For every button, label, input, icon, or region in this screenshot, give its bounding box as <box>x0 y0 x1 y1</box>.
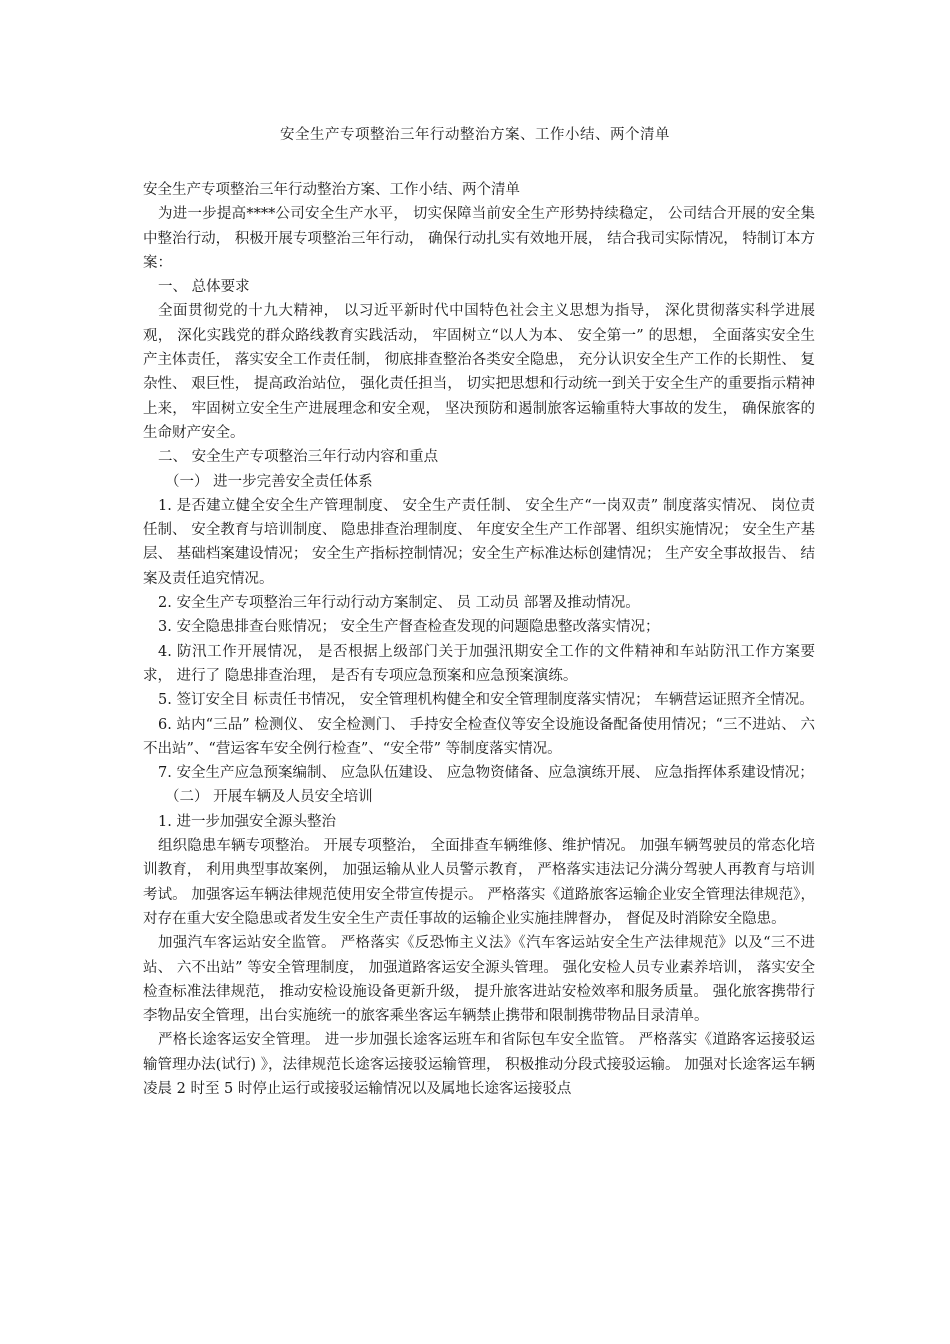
paragraph: （一） 进一步完善安全责任体系 <box>165 473 373 490</box>
paragraph: 7. 安全生产应急预案编制、 应急队伍建设、 应急物资储备、应急演练开展、 应急指挥体系建设情况； <box>158 765 814 782</box>
paragraph: 二、 安全生产专项整治三年行动内容和重点 <box>158 449 439 466</box>
paragraph: 2. 安全生产专项整治三年行动行动方案制定、 员 工动员 部署及推动情况。 <box>158 595 640 612</box>
paragraph: 1. 进一步加强安全源头整治 <box>158 813 336 830</box>
document-title: 安全生产专项整治三年行动整治方案、工作小结、两个清单 <box>280 127 670 143</box>
paragraph: 组织隐患车辆专项整治。 开展专项整治， 全面排查车辆维修、维护情况。 加强车辆驾驶员的常态化培训教育， 利用典型事故案例， 加强运输从业人员警示教育， 严格落实违法记分满分驾驶人再教育与培训考试。 加强客运车辆法律规范使用安全带宣传提示。 严格落实《道路旅客运输企业安全管理法律规范》， 对存在重大安全隐患或者发生安全生产责任事故的运输企业实施挂牌督办， 督促及时消除安全隐患。 <box>143 838 815 927</box>
paragraph: （二） 开展车辆及人员安全培训 <box>165 789 373 806</box>
paragraph: 严格长途客运安全管理。 进一步加强长途客运班车和省际包车安全监管。 严格落实《道路客运接驳运输管理办法(试行) 》，法律规范长途客运接驳运输管理， 积极推动分段式接驳运输。 加强对长途客运车辆凌晨 2 时至 5 时停止运行或接驳运输情况以及属地长途客运接驳点 <box>143 1032 815 1097</box>
paragraph: 安全生产专项整治三年行动整治方案、工作小结、两个清单 <box>143 182 520 198</box>
paragraph: 加强汽车客运站安全监管。 严格落实《反恐怖主义法》《汽车客运站安全生产法律规范》以及“三不进站、 六不出站” 等安全管理制度， 加强道路客运安全源头管理。 强化安检人员专业素养培训， 落实安全检查标准法律规范， 推动安检设施设备更新升级， 提升旅客进站安检效率和服务质量。 强化旅客携带行李物品安全管理，出台实施统一的旅客乘坐客运车辆禁止携带和限制携带物品目录清单。 <box>143 935 815 1025</box>
paragraph: 1. 是否建立健全安全生产管理制度、 安全生产责任制、 安全生产“一岗双责” 制度落实情况、 岗位责任制、 安全教育与培训制度、 隐患排查治理制度、 年度安全生产工作部署、组织实施情况； 安全生产基层、 基础档案建设情况； 安全生产指标控制情况；安全生产标准达标创建情况； 生产安全事故报告、 结案及责任追究情况。 <box>143 497 815 587</box>
paragraph: 一、 总体要求 <box>158 279 250 296</box>
paragraph: 全面贯彻党的十九大精神， 以习近平新时代中国特色社会主义思想为指导， 深化贯彻落实科学进展观， 深化实践党的群众路线教育实践活动， 牢固树立“以人为本、 安全第一” 的思想， 全面落实安全生产主体责任， 落实安全工作责任制， 彻底排查整治各类安全隐患， 充分认识安全生产工作的长期性、 复杂性、 艰巨性， 提高政治站位， 强化责任担当， 切实把思想和行动统一到关于安全生产的重要指示精神上来， 牢固树立安全生产进展理念和安全观， 坚决预防和遏制旅客运输重特大事故的发生， 确保旅客的生命财产安全。 <box>143 303 815 441</box>
paragraph: 5. 签订安全目 标责任书情况， 安全管理机构健全和安全管理制度落实情况； 车辆营运证照齐全情况。 <box>158 692 814 709</box>
paragraph: 为进一步提高****公司安全生产水平， 切实保障当前安全生产形势持续稳定， 公司结合开展的安全集中整治行动， 积极开展专项整治三年行动， 确保行动扎实有效地开展， 结合我司实际情况， 特制订本方案： <box>143 206 815 271</box>
document-body <box>143 178 815 1101</box>
paragraph: 4. 防汛工作开展情况， 是否根据上级部门关于加强汛期安全工作的文件精神和车站防汛工作方案要求， 进行了 隐患排查治理， 是否有专项应急预案和应急预案演练。 <box>143 643 815 684</box>
paragraph: 6. 站内“三品” 检测仪、 安全检测门、 手持安全检查仪等安全设施设备配备使用情况；“三不进站、 六不出站”、“营运客车安全例行检查”、“安全带” 等制度落实情况。 <box>143 716 815 757</box>
paragraph: 3. 安全隐患排查台账情况； 安全生产督查检查发现的问题隐患整改落实情况； <box>158 619 660 636</box>
